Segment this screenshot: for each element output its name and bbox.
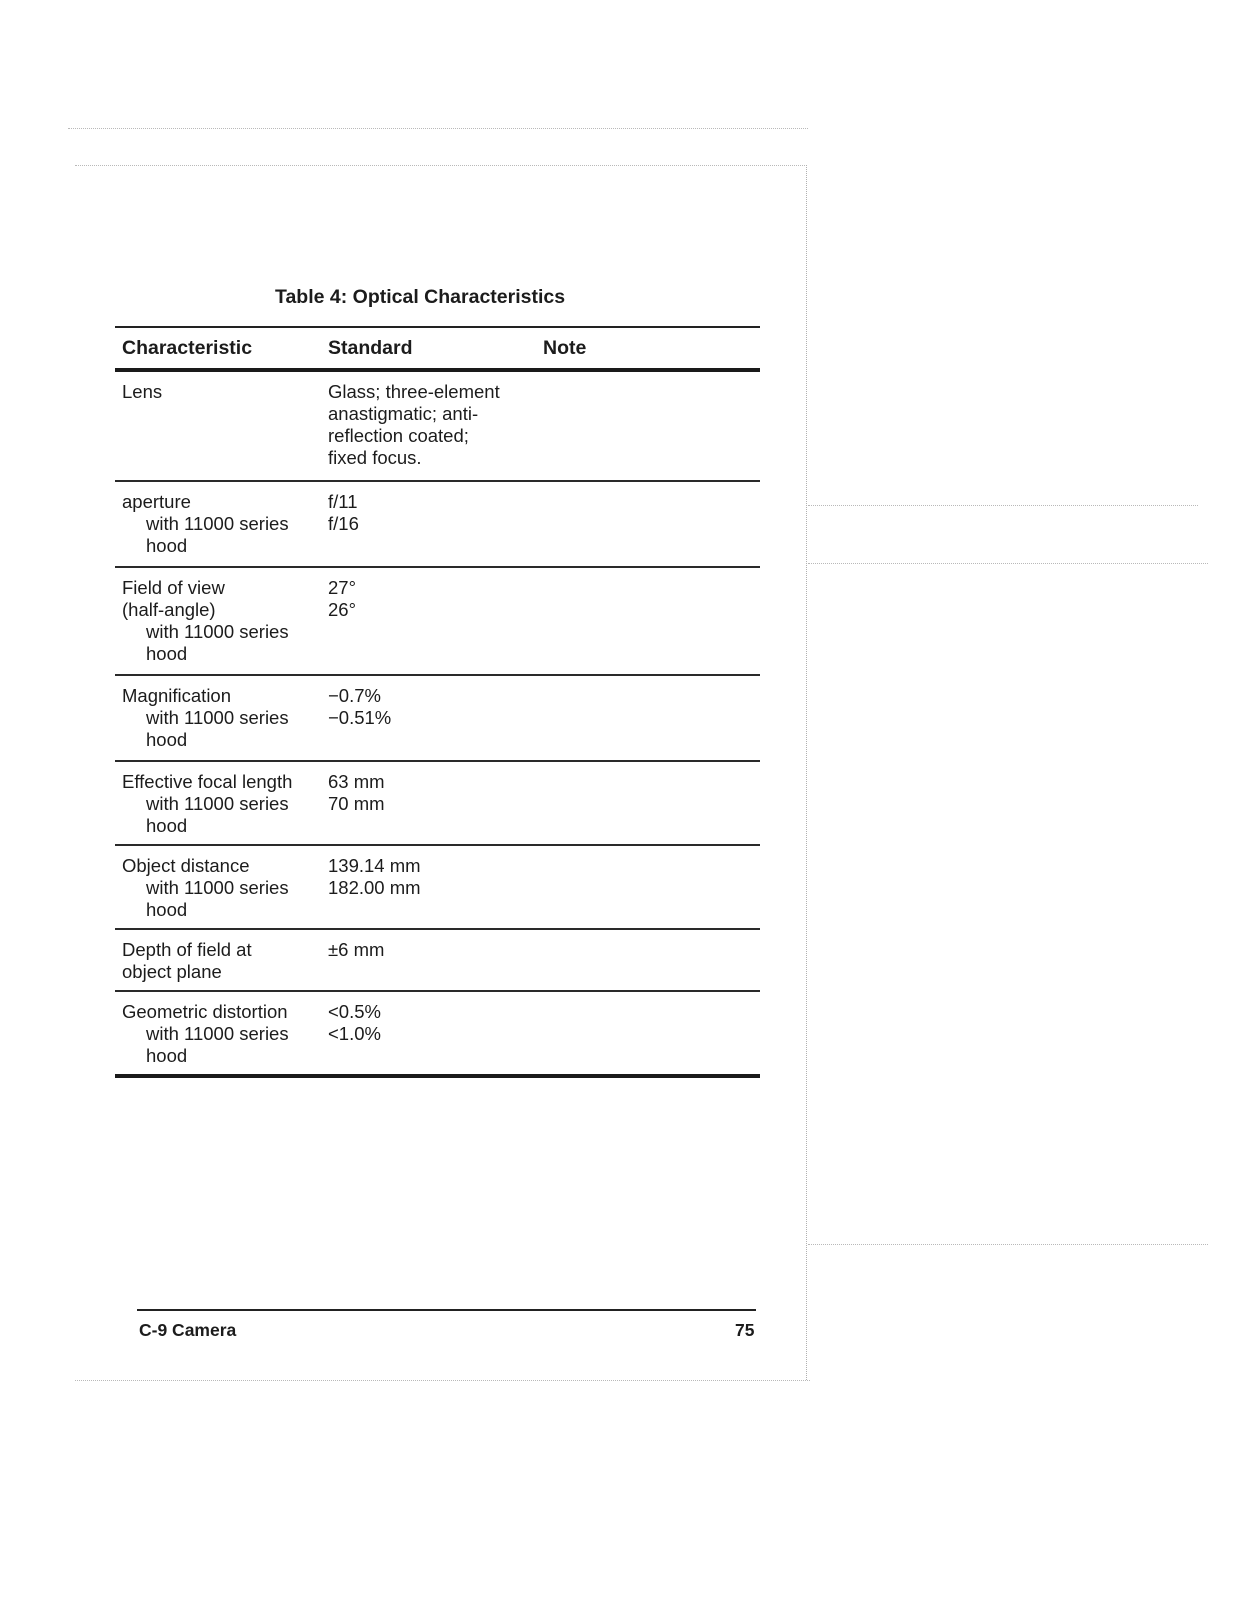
standard-line: ±6 mm (328, 939, 385, 960)
standard-cell (328, 855, 543, 919)
characteristic-line: hood (146, 729, 188, 750)
characteristic-cell (115, 771, 328, 835)
standard-line: anastigmatic; anti- (328, 403, 479, 424)
characteristic-line: hood (146, 535, 188, 556)
characteristic-line: hood (146, 899, 188, 920)
column-header-note: Note (543, 336, 587, 359)
page-number: 75 (735, 1320, 755, 1340)
note-cell (543, 381, 760, 471)
table-row (115, 372, 760, 482)
table-row (115, 930, 760, 992)
table-row (115, 568, 760, 676)
characteristic-line: with 11000 series (146, 707, 289, 728)
scan-artifact (75, 1380, 810, 1381)
note-cell (543, 577, 760, 665)
standard-cell (328, 381, 543, 471)
characteristic-line: (half-angle) (122, 599, 216, 620)
standard-line: 27° (328, 577, 356, 598)
standard-cell (328, 771, 543, 835)
scan-artifact (808, 1244, 1208, 1245)
standard-cell (328, 1001, 543, 1065)
table-row (115, 762, 760, 846)
standard-cell (328, 577, 543, 665)
characteristic-line: Object distance (122, 855, 250, 876)
note-cell (543, 1001, 760, 1065)
table-row (115, 482, 760, 568)
characteristic-line: hood (146, 1045, 188, 1066)
note-cell (543, 771, 760, 835)
characteristic-line: Field of view (122, 577, 225, 598)
standard-line: f/11 (328, 491, 358, 512)
characteristic-line: Magnification (122, 685, 232, 706)
standard-line: 70 mm (328, 793, 385, 814)
note-cell (543, 855, 760, 919)
characteristic-cell (115, 855, 328, 919)
table-row (115, 992, 760, 1078)
scan-artifact (808, 505, 1198, 506)
characteristic-line: Lens (122, 381, 163, 402)
characteristic-line: Depth of field at (122, 939, 252, 960)
characteristic-line: with 11000 series (146, 877, 289, 898)
table-header-row (115, 328, 760, 372)
characteristic-line: Geometric distortion (122, 1001, 288, 1022)
scan-artifact (806, 165, 807, 1380)
column-header-standard: Standard (328, 336, 413, 359)
characteristic-line: with 11000 series (146, 513, 289, 534)
characteristic-line: object plane (122, 961, 222, 982)
characteristic-cell (115, 577, 328, 665)
note-cell (543, 491, 760, 557)
scan-artifact (808, 563, 1208, 564)
standard-line: reflection coated; (328, 425, 469, 446)
standard-cell (328, 939, 543, 981)
standard-line: −0.7% (328, 685, 381, 706)
characteristic-line: aperture (122, 491, 191, 512)
characteristic-cell (115, 939, 328, 981)
characteristic-line: with 11000 series (146, 1023, 289, 1044)
table-row (115, 846, 760, 930)
standard-cell (328, 491, 543, 557)
characteristic-line: hood (146, 815, 188, 836)
characteristic-cell (115, 381, 328, 471)
standard-line: 182.00 mm (328, 877, 421, 898)
note-cell (543, 685, 760, 751)
characteristic-cell (115, 685, 328, 751)
optical-characteristics-table (115, 326, 760, 1078)
characteristic-line: Effective focal length (122, 771, 293, 792)
note-cell (543, 939, 760, 981)
characteristic-line: with 11000 series (146, 621, 289, 642)
standard-line: Glass; three-element (328, 381, 500, 402)
table-title: Table 4: Optical Characteristics (275, 286, 566, 308)
scan-artifact (75, 165, 805, 166)
standard-line: 63 mm (328, 771, 385, 792)
standard-line: <0.5% (328, 1001, 381, 1022)
standard-cell (328, 685, 543, 751)
standard-line: −0.51% (328, 707, 392, 728)
scan-artifact (68, 128, 808, 129)
table-row (115, 676, 760, 762)
standard-line: 26° (328, 599, 356, 620)
characteristic-cell (115, 491, 328, 557)
standard-line: fixed focus. (328, 447, 422, 468)
standard-line: <1.0% (328, 1023, 381, 1044)
footer-rule (137, 1309, 756, 1311)
characteristic-line: with 11000 series (146, 793, 289, 814)
footer-document-title: C-9 Camera (139, 1320, 237, 1340)
characteristic-cell (115, 1001, 328, 1065)
standard-line: f/16 (328, 513, 359, 534)
column-header-characteristic: Characteristic (122, 336, 253, 359)
characteristic-line: hood (146, 643, 188, 664)
standard-line: 139.14 mm (328, 855, 421, 876)
